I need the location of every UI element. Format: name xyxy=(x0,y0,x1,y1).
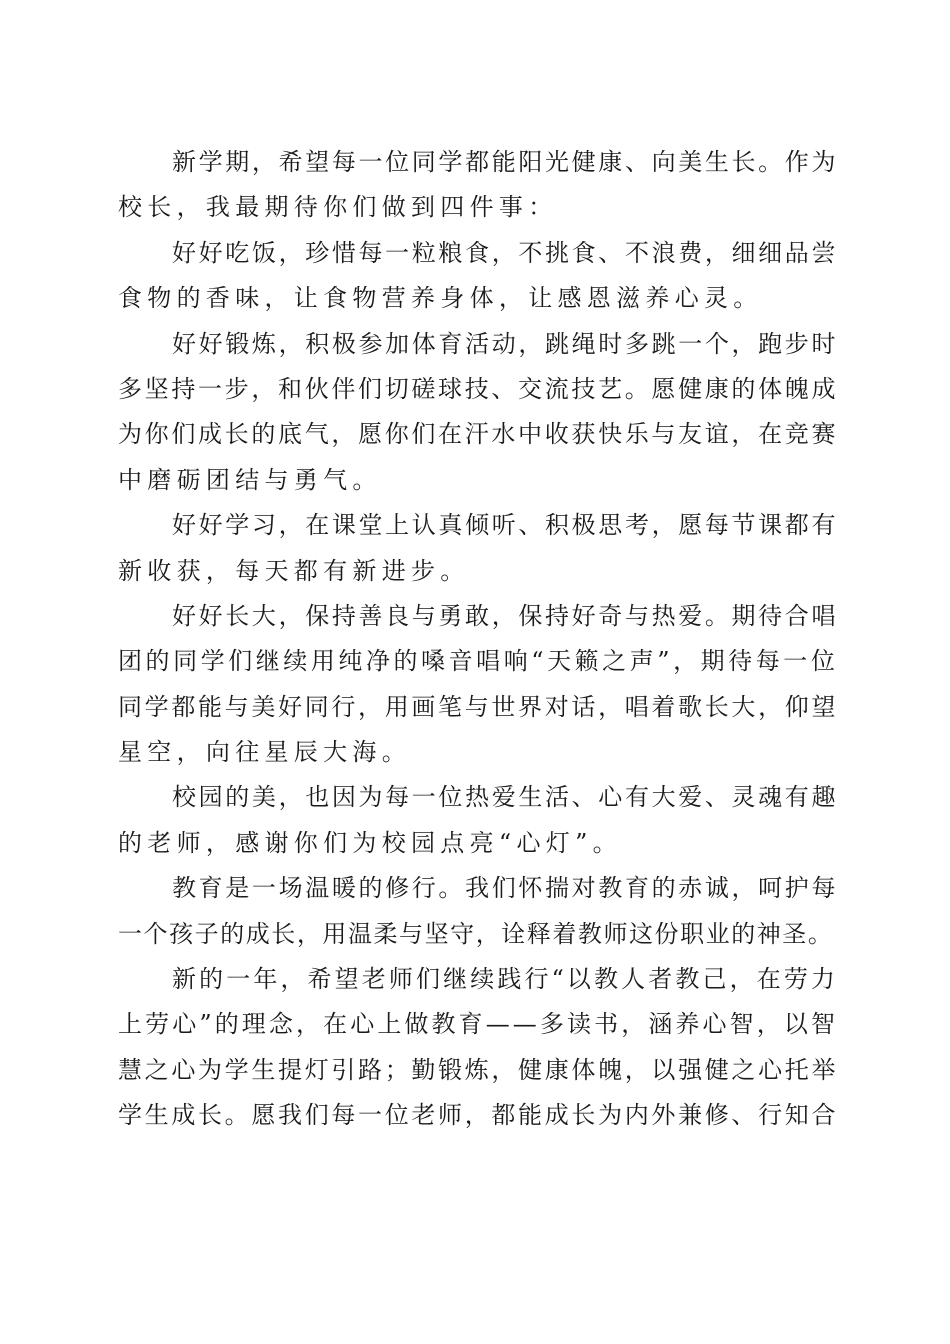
text-line: 为你们成长的底气，愿你们在汗水中收获快乐与友谊，在竞赛 xyxy=(118,420,838,449)
text-line: 校园的美，也因为每一位热爱生活、心有大爱、灵魂有趣 xyxy=(172,783,838,812)
text-line: 一个孩子的成长，用温柔与坚守，诠释着教师这份职业的神圣。 xyxy=(118,919,834,948)
text-line: 校长，我最期待你们做到四件事： xyxy=(118,193,558,222)
text-line: 上劳心”的理念，在心上做教育——多读书，涵养心智，以智 xyxy=(118,1010,838,1039)
text-line: 多坚持一步，和伙伴们切磋球技、交流技艺。愿健康的体魄成 xyxy=(118,374,838,403)
text-line: 新的一年，希望老师们继续践行“以教人者教己，在劳力 xyxy=(172,965,838,994)
text-line: 学生成长。愿我们每一位老师，都能成长为内外兼修、行知合 xyxy=(118,1101,838,1130)
document-body xyxy=(118,140,838,1139)
text-line: 中磨砺团结与勇气。 xyxy=(118,465,382,494)
text-line: 食物的香味，让食物营养身体，让感恩滋养心灵。 xyxy=(118,284,763,313)
text-line: 好好锻炼，积极参加体育活动，跳绳时多跳一个，跑步时 xyxy=(172,329,838,358)
text-line: 星空，向往星辰大海。 xyxy=(118,738,411,767)
text-line: 好好吃饭，珍惜每一粒粮食，不挑食、不浪费，细细品尝 xyxy=(172,238,838,267)
text-line: 新收获，每天都有新进步。 xyxy=(118,556,470,585)
text-line: 团的同学们继续用纯净的嗓音唱响“天籁之声”，期待每一位 xyxy=(118,647,838,676)
text-line: 好好长大，保持善良与勇敢，保持好奇与热爱。期待合唱 xyxy=(172,601,838,630)
text-line: 新学期，希望每一位同学都能阳光健康、向美生长。作为 xyxy=(172,148,838,176)
text-line: 的老师，感谢你们为校园点亮“心灯”。 xyxy=(118,828,622,857)
text-line: 同学都能与美好同行，用画笔与世界对话，唱着歌长大，仰望 xyxy=(118,692,838,721)
text-line: 好好学习，在课堂上认真倾听、积极思考，愿每节课都有 xyxy=(172,511,838,540)
text-line: 教育是一场温暖的修行。我们怀揣对教育的赤诚，呵护每 xyxy=(172,874,838,903)
text-line: 慧之心为学生提灯引路；勤锻炼，健康体魄，以强健之心托举 xyxy=(118,1055,838,1084)
